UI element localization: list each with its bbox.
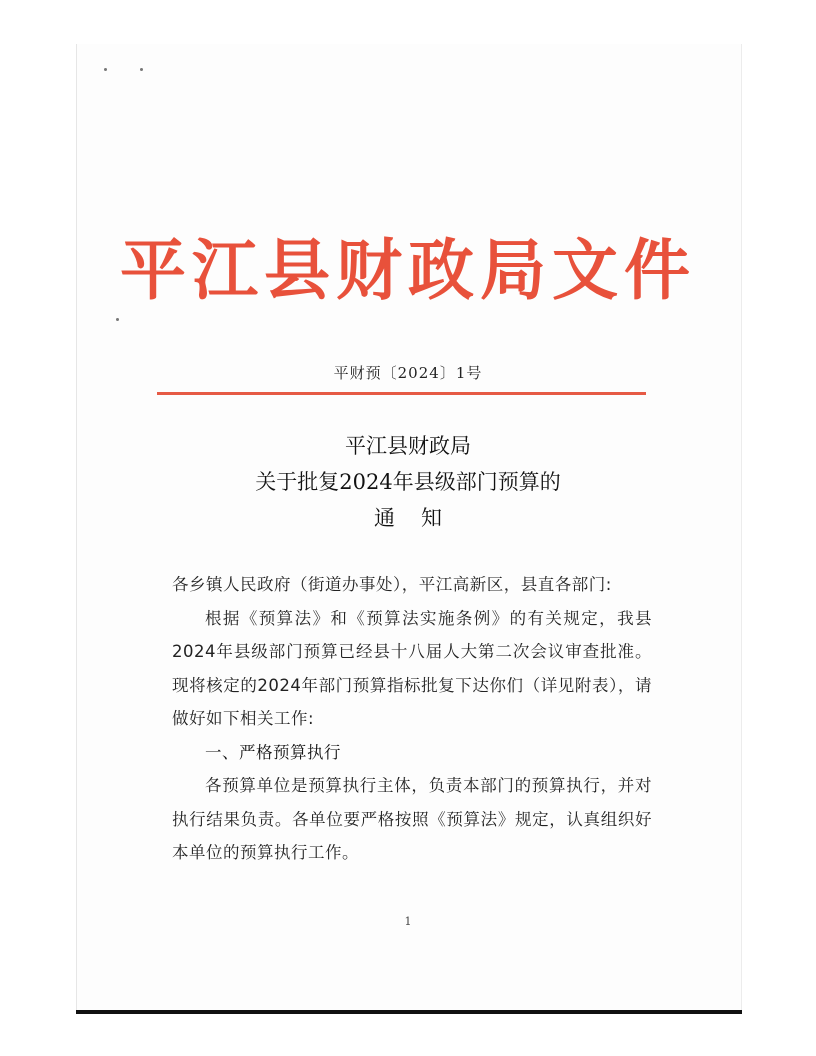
scan-speck — [140, 68, 143, 71]
notice-title-line-2: 关于批复2024年县级部门预算的 — [255, 470, 561, 494]
scan-speck — [116, 318, 119, 321]
document-header-title: 平江县财政局文件 — [120, 231, 696, 309]
section-heading: 一、严格预算执行 — [205, 742, 341, 762]
paragraph: 各预算单位是预算执行主体，负责本部门的预算执行，并对执行结果负责。各单位要严格按照《预算法》规定，认真组织好本单位的预算执行工作。 — [172, 776, 652, 862]
notice-title-line-1: 平江县财政局 — [345, 434, 471, 458]
paragraph: 根据《预算法》和《预算法实施条例》的有关规定，我县2024年县级部门预算已经县十八届人大第二次会议审查批准。现将核定的2024年部门预算指标批复下达你们（详见附表），请做好如下相关工作: — [172, 608, 652, 728]
addressee: 各乡镇人民政府（街道办事处），平江高新区，县直各部门: — [172, 575, 612, 594]
document-body — [172, 568, 652, 870]
scan-speck — [104, 68, 107, 71]
notice-title — [0, 428, 816, 536]
header-divider — [157, 392, 646, 395]
document-number: 平财预〔2024〕1号 — [333, 364, 483, 382]
scan-edge — [76, 1010, 742, 1014]
notice-title-line-3: 通知 — [374, 506, 468, 530]
page-number: 1 — [404, 915, 412, 928]
